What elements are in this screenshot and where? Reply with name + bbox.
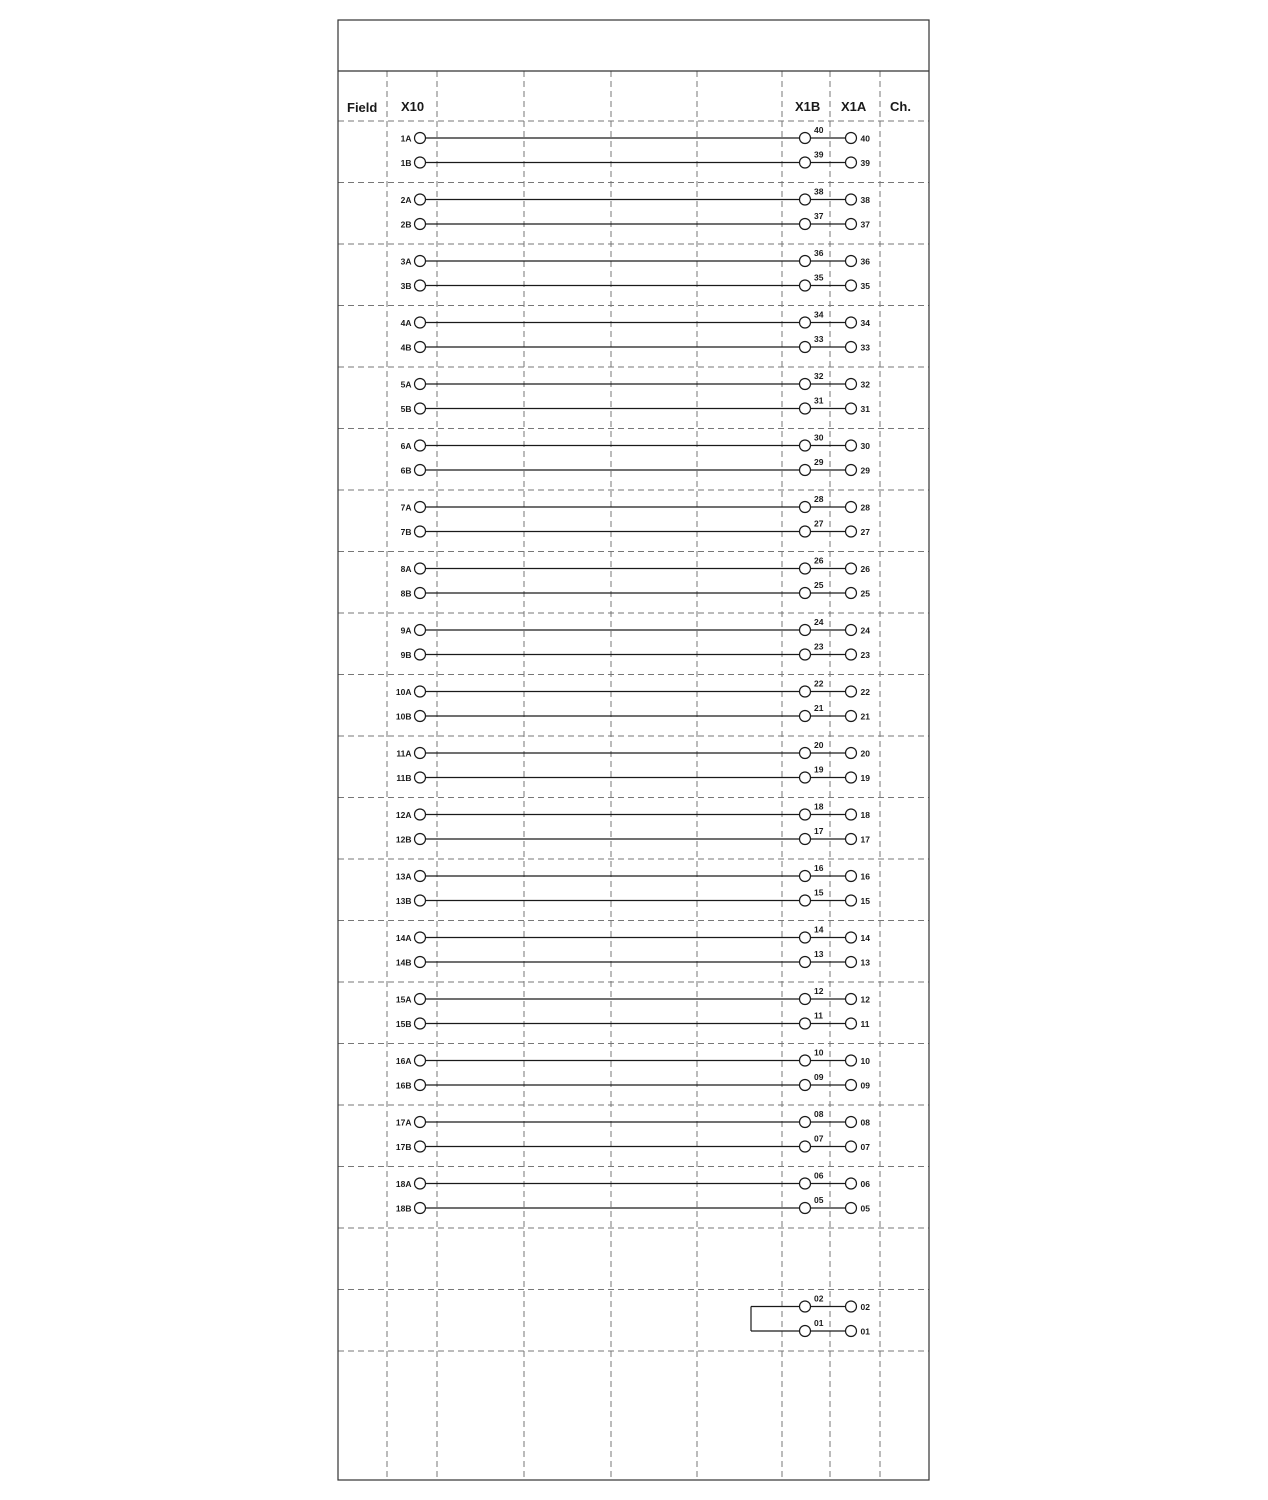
x1b-terminal bbox=[800, 1117, 811, 1128]
x1a-pin-label: 37 bbox=[860, 219, 870, 230]
x10-terminal bbox=[415, 1080, 426, 1091]
x10-terminal bbox=[415, 1117, 426, 1128]
x1b-terminal bbox=[800, 502, 811, 513]
x1b-pin-label: 13 bbox=[814, 949, 824, 959]
x1a-pin-label: 01 bbox=[860, 1326, 870, 1337]
x10-terminal bbox=[415, 772, 426, 783]
connection-row bbox=[401, 457, 871, 476]
x1a-terminal bbox=[846, 1301, 857, 1312]
x10-terminal bbox=[415, 1178, 426, 1189]
x1a-terminal bbox=[846, 625, 857, 636]
x1b-terminal bbox=[800, 440, 811, 451]
x10-terminal bbox=[415, 526, 426, 537]
x10-pin-label: 12A bbox=[395, 810, 412, 820]
x1a-pin-label: 12 bbox=[860, 994, 870, 1005]
x1a-terminal bbox=[846, 317, 857, 328]
x10-terminal bbox=[415, 157, 426, 168]
x10-terminal bbox=[415, 711, 426, 722]
connections bbox=[396, 125, 870, 1214]
connection-row bbox=[401, 580, 871, 599]
x1b-terminal bbox=[800, 1080, 811, 1091]
x1a-terminal bbox=[846, 157, 857, 168]
x10-pin-label: 8B bbox=[400, 588, 412, 599]
x10-terminal bbox=[415, 502, 426, 513]
x10-pin-label: 10A bbox=[395, 687, 412, 697]
x1b-pin-label: 09 bbox=[814, 1072, 824, 1082]
x1a-pin-label: 17 bbox=[860, 834, 870, 845]
x1b-terminal bbox=[800, 403, 811, 414]
x1a-terminal bbox=[846, 502, 857, 513]
x10-terminal bbox=[415, 1055, 426, 1066]
x1a-pin-label: 11 bbox=[860, 1019, 870, 1029]
connection-row bbox=[396, 863, 870, 882]
x1b-terminal bbox=[800, 465, 811, 476]
x1a-pin-label: 14 bbox=[860, 933, 870, 943]
connection-row bbox=[401, 211, 871, 230]
x1a-terminal bbox=[846, 1117, 857, 1128]
x1b-pin-label: 29 bbox=[814, 457, 824, 467]
x10-terminal bbox=[415, 465, 426, 476]
x1a-pin-label: 13 bbox=[860, 957, 870, 968]
x1a-pin-label: 06 bbox=[860, 1179, 870, 1189]
connection-row bbox=[401, 396, 871, 415]
x10-pin-label: 11A bbox=[396, 748, 412, 759]
x1b-pin-label: 35 bbox=[814, 272, 824, 283]
connection-row bbox=[396, 1134, 870, 1153]
x10-pin-label: 10B bbox=[395, 711, 412, 722]
x1b-terminal bbox=[800, 957, 811, 968]
x1a-terminal bbox=[846, 649, 857, 660]
x1a-terminal bbox=[846, 1178, 857, 1189]
header-ch: Ch. bbox=[890, 99, 911, 114]
x10-pin-label: 17B bbox=[395, 1142, 412, 1152]
x1b-pin-label: 23 bbox=[814, 641, 824, 652]
x1a-pin-label: 27 bbox=[860, 527, 870, 537]
x1b-terminal bbox=[800, 194, 811, 205]
x1a-terminal bbox=[846, 280, 857, 291]
x10-terminal bbox=[415, 957, 426, 968]
x1b-pin-label: 36 bbox=[814, 248, 824, 258]
x1b-terminal bbox=[800, 317, 811, 328]
x10-terminal bbox=[415, 256, 426, 267]
x10-terminal bbox=[415, 895, 426, 906]
x1b-pin-label: 27 bbox=[814, 518, 824, 529]
x1a-pin-label: 20 bbox=[860, 748, 870, 759]
x1a-terminal bbox=[846, 772, 857, 783]
connection-row bbox=[396, 1072, 870, 1091]
x1a-pin-label: 08 bbox=[860, 1117, 870, 1128]
x1b-pin-label: 28 bbox=[814, 494, 824, 504]
x1a-terminal bbox=[846, 588, 857, 599]
x1b-pin-label: 01 bbox=[814, 1318, 824, 1328]
x1a-pin-label: 22 bbox=[860, 687, 870, 697]
x10-terminal bbox=[415, 403, 426, 414]
x1b-pin-label: 31 bbox=[814, 395, 824, 406]
x1b-terminal bbox=[800, 871, 811, 882]
x1a-pin-label: 31 bbox=[860, 404, 870, 414]
connection-row bbox=[396, 826, 870, 845]
x1b-pin-label: 05 bbox=[814, 1195, 824, 1205]
x1b-terminal bbox=[800, 379, 811, 390]
x1b-terminal bbox=[800, 219, 811, 230]
x1a-pin-label: 33 bbox=[860, 342, 870, 353]
connection-row bbox=[396, 1048, 870, 1067]
x1b-pin-label: 11 bbox=[814, 1010, 823, 1021]
connection-row bbox=[401, 371, 871, 390]
connection-row bbox=[396, 1011, 870, 1030]
x1a-terminal bbox=[846, 932, 857, 943]
x1b-pin-label: 32 bbox=[814, 371, 824, 381]
x10-pin-label: 14B bbox=[395, 957, 412, 968]
connection-row bbox=[401, 617, 871, 636]
x1b-terminal bbox=[800, 1178, 811, 1189]
x1a-pin-label: 30 bbox=[860, 441, 870, 451]
x1b-terminal bbox=[800, 588, 811, 599]
x1a-pin-label: 07 bbox=[860, 1142, 870, 1152]
x1b-pin-label: 21 bbox=[814, 703, 824, 713]
header-x1b: X1B bbox=[795, 99, 821, 114]
x10-pin-label: 17A bbox=[395, 1117, 412, 1128]
x1a-terminal bbox=[846, 895, 857, 906]
connection-row bbox=[396, 986, 870, 1005]
x1a-terminal bbox=[846, 711, 857, 722]
x10-pin-label: 7A bbox=[400, 502, 412, 513]
x1a-terminal bbox=[846, 256, 857, 267]
connection-row bbox=[401, 150, 871, 169]
x1a-pin-label: 16 bbox=[860, 871, 870, 882]
x10-pin-label: 6A bbox=[400, 441, 412, 451]
x10-pin-label: 5A bbox=[400, 379, 412, 390]
x1a-terminal bbox=[846, 563, 857, 574]
x1a-terminal bbox=[846, 1326, 857, 1337]
x10-pin-label: 2A bbox=[400, 195, 412, 205]
x10-pin-label: 4B bbox=[400, 342, 412, 353]
x10-pin-label: 18B bbox=[395, 1203, 412, 1214]
x1a-pin-label: 24 bbox=[860, 625, 870, 636]
connection-row bbox=[401, 494, 871, 513]
x1a-terminal bbox=[846, 526, 857, 537]
x1a-terminal bbox=[846, 957, 857, 968]
x1a-terminal bbox=[846, 403, 857, 414]
x10-pin-label: 9B bbox=[400, 650, 412, 660]
x1a-pin-label: 40 bbox=[860, 133, 870, 144]
x1a-terminal bbox=[846, 1203, 857, 1214]
x1b-pin-label: 18 bbox=[814, 801, 824, 812]
connection-row bbox=[396, 740, 870, 759]
x1b-terminal bbox=[800, 526, 811, 537]
x1a-terminal bbox=[846, 133, 857, 144]
x1b-terminal bbox=[800, 1326, 811, 1337]
connection-row bbox=[401, 642, 871, 661]
x1a-terminal bbox=[846, 994, 857, 1005]
x1a-terminal bbox=[846, 465, 857, 476]
x10-terminal bbox=[415, 1141, 426, 1152]
outer-frame bbox=[338, 20, 929, 1480]
x1b-terminal bbox=[800, 133, 811, 144]
connection-row bbox=[396, 802, 870, 821]
x1a-terminal bbox=[846, 1055, 857, 1066]
x1a-pin-label: 38 bbox=[860, 195, 870, 205]
x10-pin-label: 1B bbox=[400, 158, 412, 168]
x1b-pin-label: 10 bbox=[814, 1047, 824, 1058]
x10-terminal bbox=[415, 133, 426, 144]
x10-pin-label: 1A bbox=[400, 133, 412, 144]
x10-terminal bbox=[415, 932, 426, 943]
x10-terminal bbox=[415, 588, 426, 599]
dashed-grid bbox=[338, 71, 929, 1480]
header-x1a: X1A bbox=[841, 99, 867, 114]
x10-pin-label: 16A bbox=[395, 1056, 412, 1066]
x1b-terminal bbox=[800, 932, 811, 943]
x1b-terminal bbox=[800, 563, 811, 574]
header-field: Field bbox=[347, 100, 378, 115]
x10-terminal bbox=[415, 871, 426, 882]
x1a-pin-label: 05 bbox=[860, 1203, 870, 1214]
x1a-pin-label: 25 bbox=[860, 588, 870, 599]
x10-pin-label: 12B bbox=[395, 834, 412, 845]
bridged-pins bbox=[751, 1294, 870, 1337]
x1b-pin-label: 14 bbox=[814, 924, 824, 935]
connection-row bbox=[396, 679, 870, 698]
x1b-terminal bbox=[800, 834, 811, 845]
x1a-pin-label: 26 bbox=[860, 564, 870, 574]
x1b-terminal bbox=[800, 994, 811, 1005]
x1a-terminal bbox=[846, 686, 857, 697]
x1b-pin-label: 40 bbox=[814, 125, 824, 135]
x10-pin-label: 3A bbox=[400, 256, 412, 267]
x1b-terminal bbox=[800, 625, 811, 636]
x10-pin-label: 7B bbox=[400, 527, 412, 537]
x1a-terminal bbox=[846, 219, 857, 230]
x1b-terminal bbox=[800, 256, 811, 267]
x10-pin-label: 3B bbox=[400, 281, 412, 291]
x1b-terminal bbox=[800, 748, 811, 759]
bridged-row bbox=[751, 1294, 870, 1313]
x10-pin-label: 15B bbox=[395, 1019, 412, 1029]
x1a-terminal bbox=[846, 440, 857, 451]
x1a-terminal bbox=[846, 809, 857, 820]
x1b-pin-label: 19 bbox=[814, 764, 824, 775]
x1a-pin-label: 21 bbox=[860, 711, 870, 722]
x10-terminal bbox=[415, 994, 426, 1005]
x10-pin-label: 13A bbox=[395, 871, 412, 882]
x1b-terminal bbox=[800, 772, 811, 783]
x1b-terminal bbox=[800, 809, 811, 820]
x1b-pin-label: 07 bbox=[814, 1133, 824, 1144]
x1a-pin-label: 28 bbox=[860, 502, 870, 513]
connection-row bbox=[396, 703, 870, 722]
x10-terminal bbox=[415, 748, 426, 759]
connection-row bbox=[396, 925, 870, 944]
x10-pin-label: 2B bbox=[400, 219, 412, 230]
x1b-terminal bbox=[800, 1203, 811, 1214]
x1a-pin-label: 39 bbox=[860, 158, 870, 168]
x1a-pin-label: 35 bbox=[860, 281, 870, 291]
connection-row bbox=[401, 519, 871, 538]
x10-terminal bbox=[415, 1018, 426, 1029]
x10-pin-label: 14A bbox=[395, 933, 412, 943]
connection-row bbox=[401, 310, 871, 329]
x1a-pin-label: 09 bbox=[860, 1080, 870, 1091]
x1b-pin-label: 38 bbox=[814, 186, 824, 197]
x10-terminal bbox=[415, 625, 426, 636]
x1b-terminal bbox=[800, 1055, 811, 1066]
x1b-terminal bbox=[800, 342, 811, 353]
x1a-pin-label: 19 bbox=[860, 773, 870, 783]
header-x10: X10 bbox=[401, 99, 425, 114]
x1a-terminal bbox=[846, 1141, 857, 1152]
x1b-terminal bbox=[800, 280, 811, 291]
connection-row bbox=[396, 1195, 870, 1214]
x1a-pin-label: 23 bbox=[860, 650, 870, 660]
x1a-terminal bbox=[846, 1018, 857, 1029]
x1a-terminal bbox=[846, 834, 857, 845]
x1b-pin-label: 33 bbox=[814, 334, 824, 344]
x1a-pin-label: 15 bbox=[860, 896, 870, 906]
x1b-terminal bbox=[800, 1018, 811, 1029]
x10-terminal bbox=[415, 649, 426, 660]
x1b-pin-label: 26 bbox=[814, 555, 824, 566]
x1b-pin-label: 24 bbox=[814, 617, 824, 627]
x1b-terminal bbox=[800, 686, 811, 697]
x1b-terminal bbox=[800, 711, 811, 722]
x1a-terminal bbox=[846, 871, 857, 882]
x10-terminal bbox=[415, 379, 426, 390]
x10-pin-label: 5B bbox=[400, 404, 412, 414]
x1b-pin-label: 17 bbox=[814, 826, 824, 836]
x1b-terminal bbox=[800, 649, 811, 660]
x1a-pin-label: 36 bbox=[860, 256, 870, 267]
x1b-pin-label: 15 bbox=[814, 887, 824, 898]
column-headers bbox=[347, 99, 911, 115]
connection-row bbox=[396, 765, 870, 784]
x1a-pin-label: 29 bbox=[860, 465, 870, 476]
connection-row bbox=[401, 125, 871, 144]
connection-row bbox=[401, 433, 871, 452]
x1b-pin-label: 16 bbox=[814, 863, 824, 873]
x1b-pin-label: 39 bbox=[814, 149, 824, 160]
x1a-terminal bbox=[846, 194, 857, 205]
x1b-terminal bbox=[800, 895, 811, 906]
x1b-pin-label: 20 bbox=[814, 740, 824, 750]
x1a-pin-label: 32 bbox=[860, 379, 870, 390]
connection-row bbox=[401, 334, 871, 353]
x1b-pin-label: 37 bbox=[814, 211, 824, 221]
x1a-pin-label: 34 bbox=[860, 318, 870, 328]
x1b-pin-label: 08 bbox=[814, 1109, 824, 1119]
x1b-pin-label: 30 bbox=[814, 432, 824, 443]
x10-terminal bbox=[415, 1203, 426, 1214]
x1a-pin-label: 02 bbox=[860, 1302, 870, 1312]
connection-row bbox=[396, 888, 870, 907]
connection-row bbox=[401, 273, 871, 292]
x10-terminal bbox=[415, 686, 426, 697]
x1a-terminal bbox=[846, 379, 857, 390]
x1a-terminal bbox=[846, 1080, 857, 1091]
x1b-pin-label: 06 bbox=[814, 1170, 824, 1181]
x10-pin-label: 15A bbox=[395, 994, 412, 1005]
x1b-terminal bbox=[800, 1301, 811, 1312]
x10-terminal bbox=[415, 280, 426, 291]
x1a-pin-label: 18 bbox=[860, 810, 870, 820]
x10-terminal bbox=[415, 194, 426, 205]
connection-row bbox=[396, 1171, 870, 1190]
x10-pin-label: 9A bbox=[400, 625, 412, 636]
connection-row bbox=[401, 187, 871, 206]
x10-terminal bbox=[415, 834, 426, 845]
x1b-pin-label: 12 bbox=[814, 986, 824, 996]
connection-row bbox=[396, 949, 870, 968]
x1a-terminal bbox=[846, 748, 857, 759]
x1a-pin-label: 10 bbox=[860, 1056, 870, 1066]
x10-terminal bbox=[415, 563, 426, 574]
x1b-terminal bbox=[800, 157, 811, 168]
x1b-pin-label: 25 bbox=[814, 580, 824, 590]
x1b-pin-label: 02 bbox=[814, 1293, 824, 1304]
x1a-terminal bbox=[846, 342, 857, 353]
bridged-row bbox=[751, 1318, 870, 1337]
x10-pin-label: 16B bbox=[395, 1080, 412, 1091]
x10-terminal bbox=[415, 809, 426, 820]
x10-pin-label: 4A bbox=[400, 318, 412, 328]
x10-pin-label: 8A bbox=[400, 564, 412, 574]
x10-pin-label: 6B bbox=[400, 465, 412, 476]
x1b-pin-label: 22 bbox=[814, 678, 824, 689]
x10-pin-label: 13B bbox=[395, 896, 412, 906]
x10-terminal bbox=[415, 342, 426, 353]
connection-row bbox=[401, 556, 871, 575]
x10-pin-label: 11B bbox=[396, 773, 412, 783]
x10-terminal bbox=[415, 440, 426, 451]
x10-terminal bbox=[415, 317, 426, 328]
x1b-terminal bbox=[800, 1141, 811, 1152]
x10-terminal bbox=[415, 219, 426, 230]
x10-pin-label: 18A bbox=[395, 1179, 412, 1189]
connection-row bbox=[396, 1109, 870, 1128]
x1b-pin-label: 34 bbox=[814, 309, 824, 320]
connection-row bbox=[401, 248, 871, 267]
